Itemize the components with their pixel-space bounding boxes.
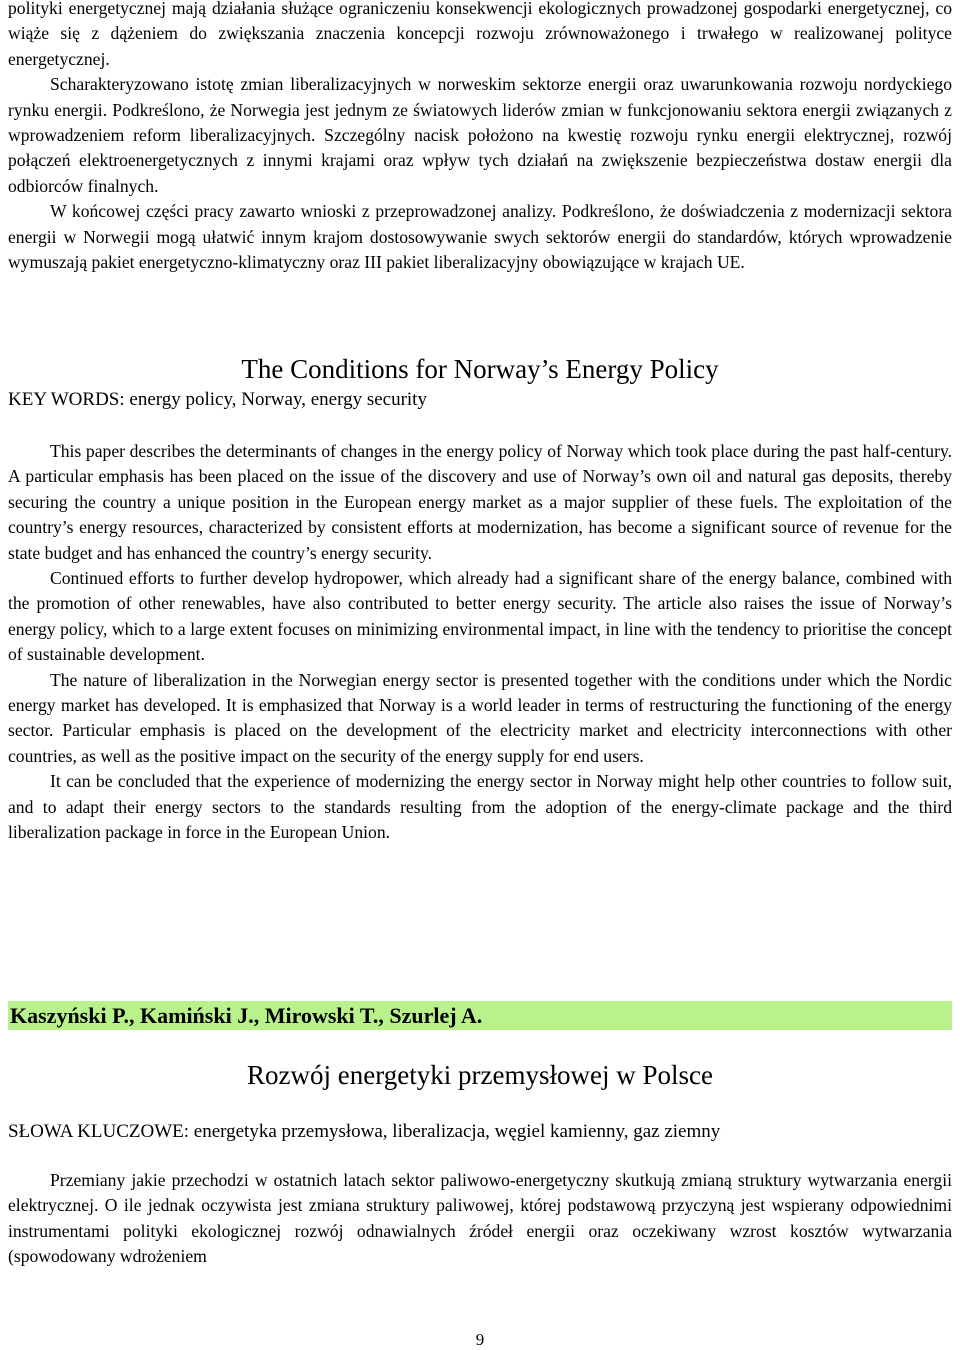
polish-abstract-2-paragraph-1: Przemiany jakie przechodzi w ostatnich latach sektor paliwowo-energetyczny skutkują zmianą struktury wytwarzania energii elektrycznej. O ile jednak oczywista jest zmiana struktury paliwowej, której podstawową przyczyną jest wspierany odpowiednimi instrumentami polityki ekologicznej rozwój odnawialnych źródeł energii oraz oczekiwany wzrost kosztów wytwarzania (spowodowany wdrożeniem: [8, 1170, 952, 1267]
authors: Kaszyński P., Kamiński J., Mirowski T., Szurlej A.: [10, 1003, 483, 1028]
english-paragraph-3: The nature of liberalization in the Norwegian energy sector is presented together with the conditions under which the Nordic energy market has developed. It is emphasized that Norway is a world leader in terms of restructuring the functioning of the energy sector. Particular emphasis is placed on the development of the electricity market and electricity interconnections with other countries, as well as the positive impact on the security of the energy supply for end users.: [8, 669, 952, 766]
polish-keywords: SŁOWA KLUCZOWE: energetyka przemysłowa, liberalizacja, węgiel kamienny, gaz ziemny: [8, 1121, 721, 1142]
english-paragraph-2: Continued efforts to further develop hydropower, which already had a significant share of the energy balance, combined with the promotion of other renewables, have also contributed to better energy security. The article also raises the issue of Norway’s energy policy, which to a large extent focuses on minimizing environmental impact, in line with the tendency to prioritise the concept of sustainable development.: [8, 568, 952, 665]
english-title: The Conditions for Norway’s Energy Policy: [241, 354, 719, 384]
polish-paragraph-2: Scharakteryzowano istotę zmian liberalizacyjnych w norweskim sektorze energii oraz uwarunkowania rozwoju nordyckiego rynku energii. Podkreślono, że Norwegia jest jednym ze światowych liderów zmian w funkcjonowaniu sektora energii związanych z wprowadzeniem reform liberalizacyjnych. Szczególny nacisk położono na kwestię rozwoju rynku energii elektrycznej, rozwój połączeń elektroenergetycznych z innymi krajami oraz wpływ tych działań na zwiększenie bezpieczeństwa dostaw energii dla odbiorców finalnych.: [8, 74, 952, 196]
page-number: 9: [475, 1330, 485, 1349]
polish-paragraph-3: W końcowej części pracy zawarto wnioski z przeprowadzonej analizy. Podkreślono, że doświadczenia z modernizacji sektora energii w Norwegii mogą ułatwić innym krajom dostosowywanie swych sektorów energii do standardów, których wprowadzenie wymuszają pakiet energetyczno-klimatyczny oraz III pakiet liberalizacyjny obowiązujące w krajach UE.: [8, 201, 952, 273]
authors-highlight-bar: [8, 1001, 952, 1030]
english-keywords: KEY WORDS: energy policy, Norway, energy security: [8, 389, 427, 410]
english-paragraph-1: This paper describes the determinants of changes in the energy policy of Norway which took place during the past half-century. A particular emphasis has been placed on the issue of the discovery and use of Norway’s own oil and natural gas deposits, thereby securing the country a unique position in the European energy market as a major supplier of these fuels. The exploitation of the country’s energy resources, characterized by consistent efforts at modernization, has become a significant source of revenue for the state budget and has enhanced the country’s energy security.: [8, 441, 952, 563]
polish-paragraph-1: polityki energetycznej mają działania służące ograniczeniu konsekwencji ekologicznych prowadzonej gospodarki energetycznej, co wiąże się z dążeniem do zwiększania znaczenia koncepcji rozwoju zrównoważonego i trwałego w realizowanej polityce energetycznej.: [8, 0, 952, 69]
english-abstract: [8, 439, 952, 846]
polish-abstract-2: [8, 1168, 952, 1270]
polish-abstract-section: [8, 0, 952, 275]
polish-title: Rozwój energetyki przemysłowej w Polsce: [247, 1060, 713, 1090]
english-paragraph-4: It can be concluded that the experience of modernizing the energy sector in Norway might help other countries to follow suit, and to adapt their energy sectors to the standards resulting from the adoption of the energy-climate package and the third liberalization package in force in the European Union.: [8, 771, 952, 843]
